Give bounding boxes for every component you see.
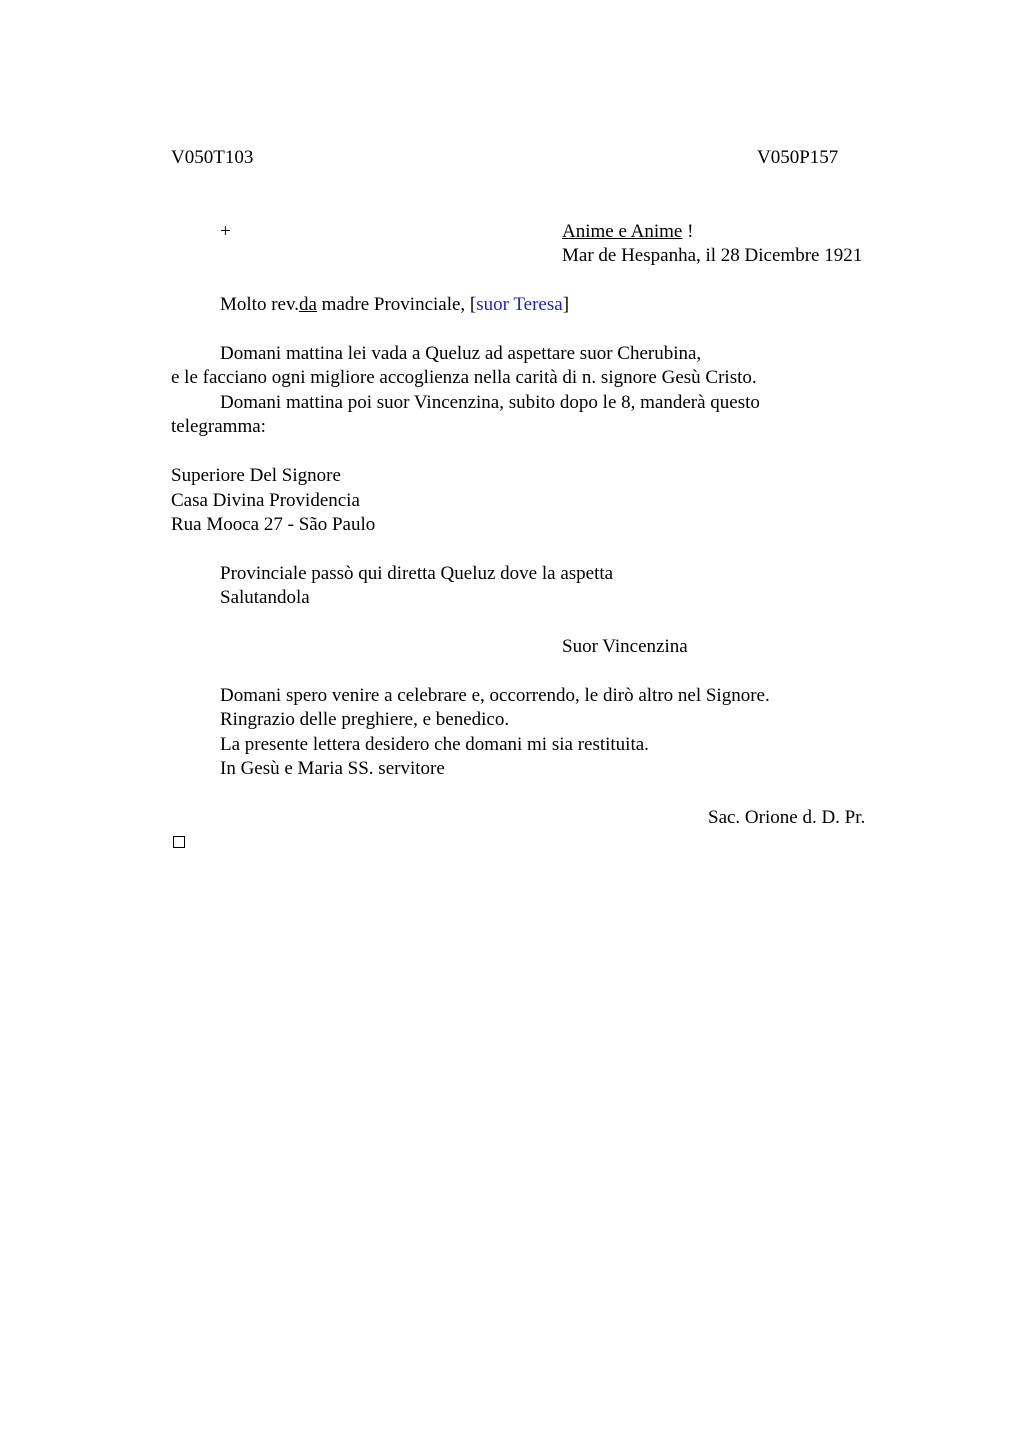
telegram-line-2: Salutandola [220,587,310,608]
closing-line-1: Domani spero venire a celebrare e, occorrendo, le dirò altro nel Signore. [220,685,770,706]
document-code-right: V050P157 [757,147,839,168]
place-date: Mar de Hespanha, il 28 Dicembre 1921 [562,245,863,266]
telegram-line-1: Provinciale passò qui diretta Queluz dove la aspetta [220,563,614,584]
closing-signature: Sac. Orione d. D. Pr. [708,807,866,828]
address-line-3: Rua Mooca 27 - São Paulo [171,514,376,535]
body-p1-line2: e le facciano ogni migliore accoglienza nella carità di n. signore Gesù Cristo. [171,367,757,388]
closing-line-2: Ringrazio delle preghiere, e benedico. [220,709,510,730]
document-code-left: V050T103 [171,147,254,168]
body-p2-line2: telegramma: [171,416,266,437]
salutation-abbr: da [298,294,317,315]
motto-text: Anime e Anime [562,221,683,242]
recipient-link[interactable]: suor Teresa [476,294,563,315]
cross-symbol: + [220,221,231,242]
salutation-suffix: ] [562,294,570,315]
closing-line-3: La presente lettera desidero che domani mi sia restituita. [220,734,649,755]
body-p1-line1: Domani mattina lei vada a Queluz ad aspettare suor Cherubina, [220,343,702,364]
address-line-2: Casa Divina Providencia [171,490,360,511]
salutation-prefix: Molto rev. [220,294,299,315]
salutation-middle: madre Provinciale, [ [316,294,477,315]
closing-line-4: In Gesù e Maria SS. servitore [220,758,445,779]
motto-suffix: ! [682,221,694,242]
address-line-1: Superiore Del Signore [171,465,341,486]
telegram-signature: Suor Vincenzina [562,636,688,657]
body-p2-line1: Domani mattina poi suor Vincenzina, subito dopo le 8, manderà questo [220,392,760,413]
salutation [220,293,569,317]
motto [562,220,693,244]
end-box-icon [173,836,185,848]
